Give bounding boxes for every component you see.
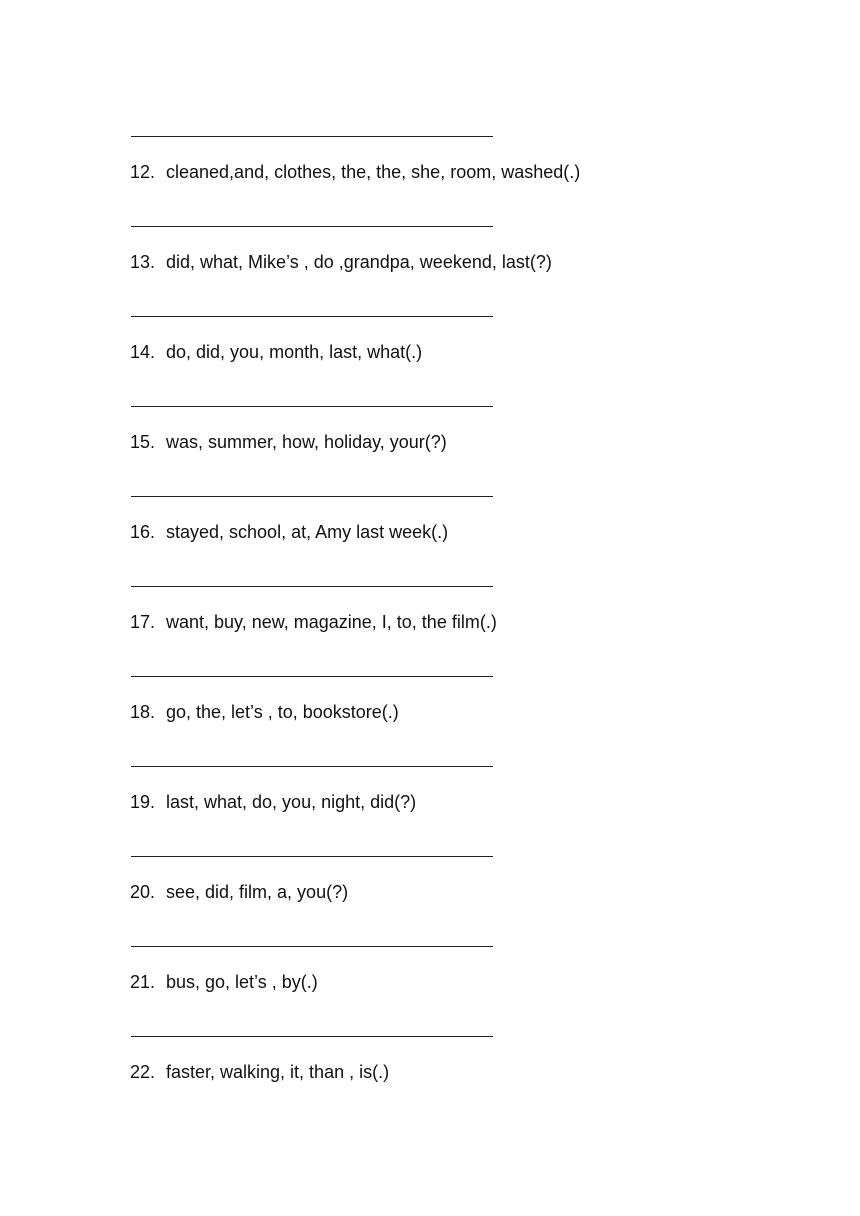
question-18	[130, 701, 399, 723]
question-text: go, the, let’s , to, bookstore(.)	[166, 702, 399, 722]
question-text: stayed, school, at, Amy last week(.)	[166, 522, 449, 542]
question-14	[130, 341, 422, 363]
question-20	[130, 881, 348, 903]
question-12	[130, 161, 580, 183]
answer-line-17[interactable]	[131, 676, 493, 677]
answer-line-12[interactable]	[131, 226, 493, 227]
question-13	[130, 251, 552, 273]
question-19	[130, 791, 416, 813]
question-text: did, what, Mike’s , do ,grandpa, weekend, last(?)	[166, 252, 552, 272]
question-text: was, summer, how, holiday, your(?)	[166, 432, 447, 452]
question-text: do, did, you, month, last, what(.)	[166, 342, 423, 362]
answer-line-16[interactable]	[131, 586, 493, 587]
answer-line-13[interactable]	[131, 316, 493, 317]
answer-line-14[interactable]	[131, 406, 493, 407]
question-number: 16.	[130, 522, 156, 542]
question-number: 18.	[130, 702, 156, 722]
question-16	[130, 521, 448, 543]
question-text: bus, go, let’s , by(.)	[166, 972, 318, 992]
question-number: 15.	[130, 432, 156, 452]
question-21	[130, 971, 318, 993]
question-17	[130, 611, 497, 633]
question-number: 19.	[130, 792, 156, 812]
question-number: 22.	[130, 1062, 156, 1082]
question-number: 20.	[130, 882, 156, 902]
question-22	[130, 1061, 389, 1083]
answer-line-11[interactable]	[131, 136, 493, 137]
question-number: 14.	[130, 342, 156, 362]
answer-line-15[interactable]	[131, 496, 493, 497]
question-text: see, did, film, a, you(?)	[166, 882, 349, 902]
question-text: last, what, do, you, night, did(?)	[166, 792, 417, 812]
question-text: faster, walking, it, than , is(.)	[166, 1062, 390, 1082]
answer-line-19[interactable]	[131, 856, 493, 857]
answer-line-18[interactable]	[131, 766, 493, 767]
question-text: cleaned,and, clothes, the, the, she, room, washed(.)	[166, 162, 581, 182]
question-number: 21.	[130, 972, 156, 992]
answer-line-20[interactable]	[131, 946, 493, 947]
question-number: 13.	[130, 252, 156, 272]
question-text: want, buy, new, magazine, I, to, the film(.)	[166, 612, 497, 632]
question-number: 17.	[130, 612, 156, 632]
question-number: 12.	[130, 162, 156, 182]
answer-line-21[interactable]	[131, 1036, 493, 1037]
question-15	[130, 431, 447, 453]
